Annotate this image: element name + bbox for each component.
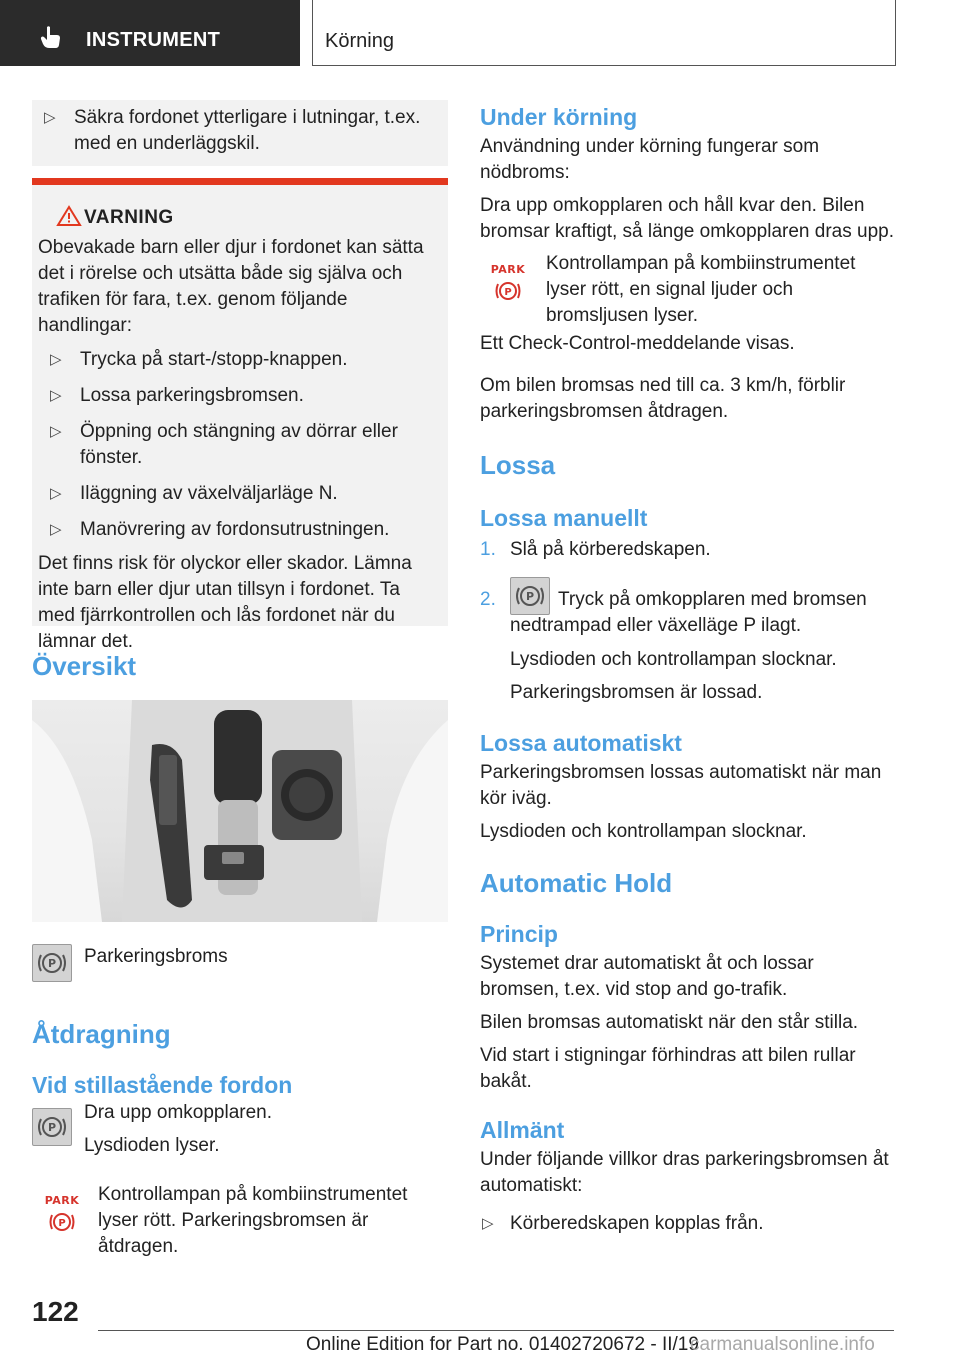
- indicator-lamp-block: [32, 1182, 448, 1257]
- section-heading-automatic-hold: Automatic Hold: [480, 868, 673, 898]
- under-korning-p4: Ett Check-Control-meddelande visas.: [480, 333, 795, 354]
- page-number: 122: [32, 1296, 79, 1327]
- parking-brake-button-icon: [32, 1108, 72, 1146]
- subheading-princip: Princip: [480, 921, 558, 947]
- triangle-bullet-icon: ▷: [482, 1215, 494, 1232]
- park-indicator-icon: PARK P: [44, 1194, 80, 1229]
- section-tab-label: Körning: [325, 30, 394, 52]
- triangle-bullet-icon: ▷: [50, 521, 62, 538]
- princip-p3: Vid start i stigningar förhindras att bilen rullar bakåt.: [480, 1045, 856, 1092]
- under-korning-p1: Användning under körning fungerar som nödbroms:: [480, 136, 820, 183]
- top-bullet-box: [32, 100, 448, 166]
- under-korning-p5: Om bilen bromsas ned till ca. 3 km/h, förblir parkeringsbromsen åtdragen.: [480, 375, 846, 422]
- triangle-bullet-icon: ▷: [50, 351, 62, 368]
- list-item: 2. P Tryck på omkopplaren med bromsen nedtrampad eller växelläge P ilagt.: [480, 577, 896, 639]
- warning-title: VARNING: [84, 207, 174, 228]
- left-column: [32, 100, 448, 1257]
- park-indicator-icon: PARK P: [490, 263, 526, 298]
- allmant-p1: Under följande villkor dras parkeringsbromsen åt automatiskt:: [480, 1149, 889, 1196]
- right-column: [480, 100, 896, 1237]
- chapter-tab-label: INSTRUMENT: [86, 29, 221, 51]
- step-number: 1.: [480, 539, 496, 560]
- princip-p1: Systemet drar automatiskt åt och lossar bromsen, t.ex. vid stop and go-trafik.: [480, 953, 814, 1000]
- subheading-vid-stillastaende: Vid stillastående fordon: [32, 1072, 293, 1098]
- under-korning-p2: Dra upp omkopplaren och håll kvar den. Bilen bromsar kraftigt, så länge omkopplaren dras upp.: [480, 195, 894, 242]
- indicator-lamp-text: Kontrollampan på kombiinstrumentet lyser rött. Parkeringsbromsen är åtdragen.: [98, 1184, 408, 1257]
- center-console-photo: [32, 700, 448, 922]
- svg-text:P: P: [504, 287, 512, 298]
- section-tab: [312, 0, 896, 66]
- subheading-under-korning: Under körning: [480, 104, 638, 130]
- section-heading-atdragning: Åtdragning: [32, 1019, 171, 1049]
- parking-brake-label: Parkeringsbroms: [84, 946, 228, 967]
- led-on-text: Lysdioden lyser.: [84, 1135, 220, 1156]
- page-header: [0, 0, 960, 66]
- auto-p1: Parkeringsbromsen lossas automatiskt när man kör iväg.: [480, 762, 882, 809]
- warning-triangle-icon: [56, 205, 82, 227]
- section-heading-oversikt: Översikt: [32, 651, 137, 681]
- step2-sub1: Lysdioden och kontrollampan slocknar.: [510, 649, 837, 670]
- step-number: 2.: [480, 589, 496, 610]
- footer-edition: Online Edition for Part no. 01402720672 - II/19: [306, 1334, 699, 1355]
- svg-text:P: P: [58, 1218, 66, 1229]
- list-item: ▷ Trycka på start-/stopp-knappen.: [38, 347, 436, 373]
- parking-brake-legend: [32, 944, 448, 1004]
- console-illustration: [32, 700, 448, 922]
- warning-outro: Det finns risk för olyckor eller skador. Lämna inte barn eller djur utan tillsyn i fordonet. Ta med fjärrkontrollen och lås fordonet när du lämnar det.: [38, 553, 412, 652]
- triangle-bullet-icon: ▷: [50, 485, 62, 502]
- warning-bar: [32, 178, 448, 185]
- subheading-lossa-automatiskt: Lossa automatiskt: [480, 730, 682, 756]
- pointing-hand-icon: [38, 24, 64, 50]
- triangle-bullet-icon: ▷: [50, 387, 62, 404]
- triangle-bullet-icon: ▷: [44, 109, 56, 126]
- pull-switch-block: [32, 1100, 448, 1164]
- list-item: ▷ Iläggning av växelväljarläge N.: [38, 481, 436, 507]
- pull-switch-text: Dra upp omkopplaren.: [84, 1102, 272, 1123]
- svg-text:P: P: [47, 957, 57, 970]
- subheading-allmant: Allmänt: [480, 1117, 565, 1143]
- list-item: ▷ Lossa parkeringsbromsen.: [38, 383, 436, 409]
- list-item: ▷ Körberedskapen kopplas från.: [480, 1211, 896, 1237]
- warning-intro: Obevakade barn eller djur i fordonet kan sätta det i rörelse och utsätta både sig själva och trafiken för fara, t.ex. genom följande handlingar:: [38, 237, 424, 336]
- warning-box: [32, 178, 448, 652]
- indicator-lamp-block-2: [480, 251, 896, 331]
- chapter-tab[interactable]: [0, 0, 300, 66]
- under-korning-p3: Kontrollampan på kombiinstrumentet lyser rött, en signal ljuder och bromsljusen lyser.: [546, 253, 856, 326]
- list-item: ▷ Öppning och stängning av dörrar eller fönster.: [50, 421, 398, 468]
- section-heading-lossa: Lossa: [480, 450, 556, 480]
- subheading-lossa-manuellt: Lossa manuellt: [480, 505, 648, 531]
- step2-sub2: Parkeringsbromsen är lossad.: [510, 682, 763, 703]
- list-item: ▷ Säkra fordonet ytterligare i lutningar, t.ex. med en underläggskil.: [44, 107, 421, 154]
- princip-p2: Bilen bromsas automatiskt när den står stilla.: [480, 1012, 859, 1033]
- svg-text:P: P: [525, 590, 535, 603]
- list-item: 1. Slå på körberedskapen.: [480, 537, 896, 563]
- auto-p2: Lysdioden och kontrollampan slocknar.: [480, 821, 807, 842]
- footer-divider: [98, 1330, 894, 1331]
- watermark: carmanualsonline.info: [690, 1334, 875, 1355]
- svg-text:P: P: [47, 1121, 57, 1134]
- parking-brake-button-icon: [32, 944, 72, 982]
- list-item: ▷ Manövrering av fordonsutrustningen.: [38, 517, 436, 543]
- triangle-bullet-icon: ▷: [50, 423, 62, 440]
